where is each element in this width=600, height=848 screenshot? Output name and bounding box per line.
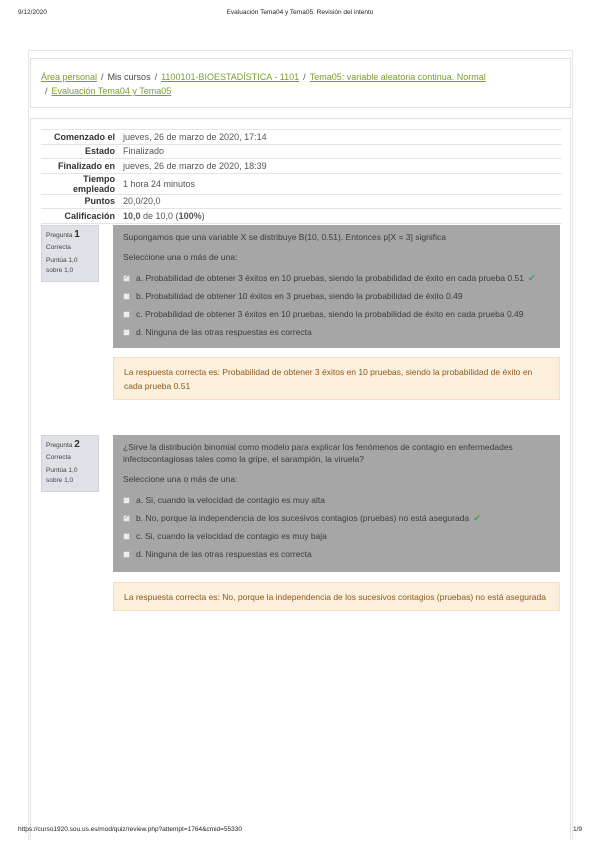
breadcrumb-separator: /: [45, 86, 48, 96]
summary-label: Finalizado en: [57, 160, 115, 171]
answer-option[interactable]: [123, 527, 550, 545]
breadcrumb: [30, 58, 571, 108]
print-title: Evaluación Tema04 y Tema05: Revisión del intento: [226, 9, 374, 16]
question-mark-max: sobre 1,0: [46, 477, 74, 484]
breadcrumb-home-link[interactable]: Área personal: [41, 72, 98, 82]
table-row: [41, 194, 562, 209]
grade-value: [123, 209, 562, 224]
answer-option-label: d. Ninguna de las otras respuestas es correcta: [136, 549, 312, 559]
summary-value: jueves, 26 de marzo de 2020, 17:14: [123, 131, 267, 142]
summary-value: 20,0/20,0: [123, 196, 161, 207]
checkbox-icon[interactable]: [123, 329, 130, 336]
question-mark-max: sobre 1,0: [46, 267, 74, 274]
question-number-label: Pregunta: [46, 442, 73, 449]
summary-value: 1 hora 24 minutos: [123, 178, 196, 189]
question-number: 1: [74, 229, 80, 240]
answer-option[interactable]: [123, 323, 550, 341]
question-text: Supongamos que una variable X se distribuye B(10, 0.51). Entonces p[X = 3] significa: [123, 232, 446, 242]
checkbox-icon[interactable]: [123, 293, 130, 300]
summary-label: Puntos: [84, 196, 115, 207]
table-row: [41, 130, 562, 145]
grade-middle: de 10,0 (: [140, 210, 179, 221]
question-number: 2: [74, 439, 80, 450]
print-header: [18, 9, 582, 19]
correct-answer-text: La respuesta correcta es: Probabilidad de obtener 3 éxitos en 10 pruebas, siendo la probabilidad de éxito en: [124, 367, 533, 377]
question-2-info: [41, 435, 99, 492]
answer-option-label: a. Probabilidad de obtener 3 éxitos en 10 pruebas, siendo la probabilidad de éxito en cada prueba 0.51: [136, 273, 524, 283]
question-text: [123, 441, 550, 465]
breadcrumb-separator: /: [154, 72, 158, 82]
breadcrumb-separator: /: [101, 72, 104, 82]
grade-end: ): [201, 210, 205, 221]
answer-option[interactable]: [123, 287, 550, 305]
question-state: Correcta: [46, 454, 71, 461]
answer-option[interactable]: [123, 305, 550, 323]
question-2-feedback: [113, 582, 560, 611]
answer-option-label: a. Si, cuando la velocidad de contagio es muy alta: [136, 495, 326, 505]
answer-option[interactable]: [123, 545, 550, 563]
question-number-label: Pregunta: [46, 232, 73, 239]
question-1-feedback: [113, 357, 560, 400]
grade-score: 10,0: [123, 210, 141, 221]
grade-percent: 100%: [178, 210, 202, 221]
correct-answer-text-cont: cada prueba 0.51: [124, 381, 191, 391]
attempt-summary-table: [41, 129, 562, 224]
breadcrumb-topic-link[interactable]: Tema05: variable aleatoria continua. Normal: [309, 72, 486, 82]
correct-answer-text: La respuesta correcta es: No, porque la independencia de los sucesivos contagios (pruebas) no está asegurada: [124, 592, 546, 602]
print-footer: [18, 826, 582, 836]
question-1-content: [113, 225, 560, 348]
summary-label: Calificación: [64, 210, 115, 221]
summary-label: Estado: [84, 146, 115, 157]
question-mark: Puntúa 1,0: [46, 467, 78, 474]
answer-option-label: b. No, porque la independencia de los sucesivos contagios (pruebas) no está asegurada: [136, 513, 470, 523]
answer-option[interactable]: [123, 269, 550, 287]
check-icon: ✔: [527, 273, 536, 283]
summary-value: Finalizado: [123, 146, 165, 157]
answer-option-label: b. Probabilidad de obtener 10 éxitos en 3 pruebas, siendo la probabilidad de éxito 0.49: [136, 291, 463, 301]
summary-value: jueves, 26 de marzo de 2020, 18:39: [123, 160, 267, 171]
answer-option-label: c. Probabilidad de obtener 3 éxitos en 10 pruebas, siendo la probabilidad de éxito en cada prueba 0.49: [136, 309, 524, 319]
answer-option-label: c. Si, cuando la velocidad de contagio es muy baja: [136, 531, 327, 541]
breadcrumb-course-link[interactable]: 1100101-BIOESTADÍSTICA - 1101: [161, 72, 300, 82]
table-row: [41, 209, 562, 224]
checkbox-icon[interactable]: [123, 311, 130, 318]
answer-prompt: Seleccione una o más de una:: [123, 252, 238, 262]
summary-label: Tiempo empleado: [72, 173, 115, 194]
print-date: 9/12/2020: [18, 9, 47, 16]
answer-option[interactable]: [123, 509, 550, 527]
summary-label: Comenzado el: [53, 131, 115, 142]
table-row: [41, 159, 562, 174]
question-mark: Puntúa 1,0: [46, 257, 78, 264]
question-text-line: infectocontagiosas tales como la gripe, el sarampión, la viruela?: [123, 454, 364, 464]
question-1-info: [41, 225, 99, 282]
breadcrumb-quiz-link[interactable]: Evaluación Tema04 y Tema05: [51, 86, 172, 96]
table-row: [41, 173, 562, 194]
checkbox-icon[interactable]: [123, 551, 130, 558]
checkbox-icon-checked[interactable]: ✓: [123, 274, 130, 281]
answer-prompt: Seleccione una o más de una:: [123, 474, 238, 484]
checkbox-icon[interactable]: [123, 533, 130, 540]
checkbox-icon-checked[interactable]: ✓: [123, 514, 130, 521]
answer-option-label: d. Ninguna de las otras respuestas es correcta: [136, 327, 312, 337]
question-text-line: ¿Sirve la distribución binomial como modelo para explicar los fenómenos de contagio en enfermedades: [123, 442, 513, 452]
answer-option[interactable]: [123, 491, 550, 509]
page-count: 1/9: [572, 826, 582, 833]
question-state: Correcta: [46, 244, 71, 251]
print-url: https://curso1920.sou.us.es/mod/quiz/review.php?attempt=1764&cmid=55330: [18, 826, 243, 833]
table-row: [41, 144, 562, 159]
question-2-content: [113, 435, 560, 572]
checkbox-icon[interactable]: [123, 497, 130, 504]
breadcrumb-my-courses: Mis cursos: [107, 72, 151, 82]
breadcrumb-separator: /: [303, 72, 306, 82]
check-icon: ✔: [473, 513, 481, 523]
